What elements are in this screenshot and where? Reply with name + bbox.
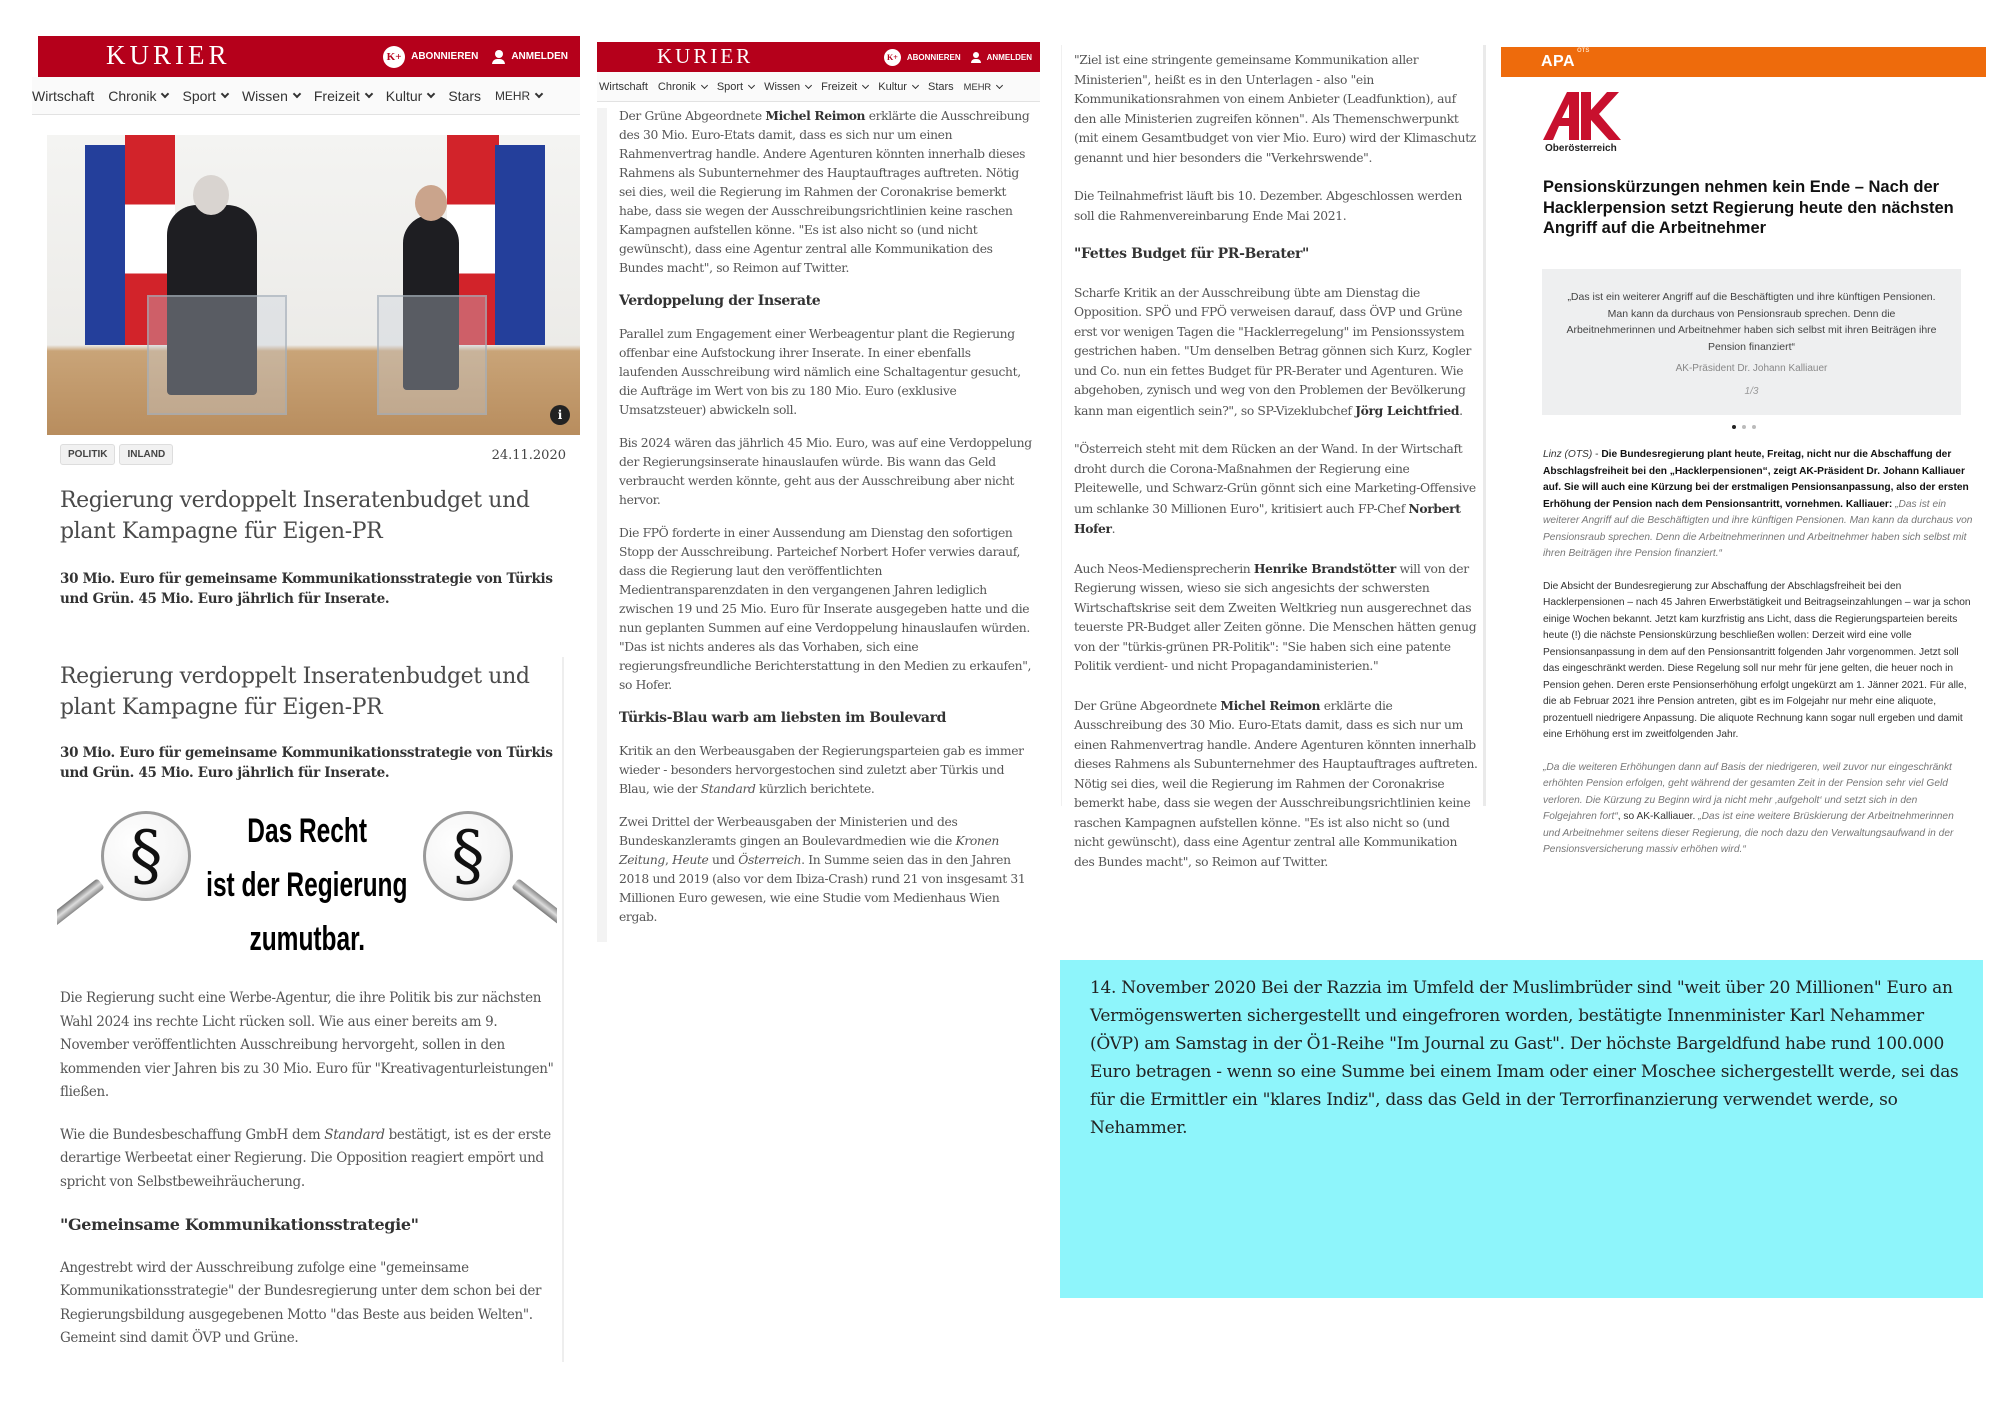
press-release-body	[1543, 447, 1973, 875]
eu-flag	[495, 145, 545, 345]
kurier-article-card	[32, 36, 580, 626]
article-excerpt	[1061, 45, 1486, 869]
nav-label: Wissen	[764, 80, 801, 93]
chevron-down-icon	[365, 89, 373, 97]
nav-item-sport[interactable]	[717, 81, 754, 93]
nav-label: Kultur	[385, 87, 423, 104]
apa-header	[1501, 47, 1986, 77]
nav-label: MEHR	[963, 81, 992, 92]
nav-item-freizeit[interactable]	[314, 88, 372, 104]
user-icon	[492, 50, 505, 64]
nav-item-mehr[interactable]	[495, 89, 542, 103]
nav-label: Wissen	[241, 87, 288, 104]
subscribe-label: ABONNIEREN	[411, 51, 479, 62]
dateline: Linz (OTS)	[1543, 449, 1593, 460]
ak-logo-icon	[1543, 92, 1621, 140]
paragraph: Die Teilnahmefrist läuft bis 10. Dezember. Abgeschlossen werden soll die Rahmenvereinbarung Ende Mai 2021.	[1074, 189, 1462, 223]
quote-text: „Das ist ein weiterer Angriff auf die Beschäftigten und ihre künftigen Pensionen. Man kann da durchaus von Pensionsraub sprechen. Denn die Arbeitnehmerinnen und Arbeitnehmer haben sich selbst mit ihren Beiträgen ihre Pension finanziert“	[1566, 291, 1937, 353]
slider-dot[interactable]	[1752, 425, 1756, 429]
person-name: Michel Reimon	[1220, 697, 1321, 713]
nav-label: Stars	[448, 87, 482, 104]
meme-image	[57, 805, 557, 965]
press-release-title: Pensionskürzungen nehmen kein Ende – Nach der Hacklerpension setzt Regierung heute den nächsten Angriff auf die Arbeitnehmer	[1543, 178, 1954, 237]
speaker-head	[415, 185, 447, 221]
nav-label: Sport	[716, 80, 744, 93]
section-heading: "Fettes Budget für PR-Berater"	[1074, 246, 1309, 262]
paragraph: Bis 2024 wären das jährlich 45 Mio. Euro, was auf eine Verdoppelung der Regierungsinserate hinauslaufen würde. Bis wann das Geld verbraucht werden könnte, geht aus der Ausschreibung aber nicht hervor.	[619, 436, 1032, 507]
chevron-down-icon	[701, 81, 708, 88]
publication-name: Österreich	[738, 853, 802, 867]
nav-item-wissen[interactable]	[242, 88, 300, 104]
nav-item-mehr[interactable]	[964, 82, 1003, 92]
nav-label: Stars	[927, 80, 954, 93]
publication-name: Standard	[324, 1126, 385, 1143]
magnifier-handle	[511, 878, 557, 949]
chevron-down-icon	[748, 81, 755, 88]
nav-label: Wirtschaft	[599, 80, 648, 93]
nav-item-sport[interactable]	[182, 88, 227, 104]
paragraph: "Ziel ist eine stringente gemeinsame Kommunikation aller Ministerien", heißt es in den Unterlagen - also "ein Kommunikationsrahmen von einem Anbieter (Leadfunktion), auf den alle Ministerien zugreifen können". Als Themenschwerpunkt (mit einem Gesamtbudget von vier Mio. Euro) wird der Klimaschutz genannt und hier besonders die "Verkehrswende".	[1074, 53, 1476, 165]
chevron-down-icon	[996, 81, 1003, 88]
paragraph: Die Regierung sucht eine Werbe-Agentur, die ihre Politik bis zur nächsten Wahl 2024 ins rechte Licht rücken soll. Wie aus einer bereits am 9. November veröffentlichten Ausschreibung hervorgeht, sollen in den kommenden vier Jahren bis zu 30 Mio. Euro für "Kreativagenturleistungen" fließen.	[60, 990, 554, 1100]
person-name: Michel Reimon	[765, 108, 866, 123]
chevron-down-icon	[221, 89, 229, 97]
category-tags	[60, 444, 173, 465]
nav-item-kultur[interactable]	[878, 81, 918, 93]
paragraph: Der Grüne Abgeordnete Michel Reimon erklärte die Ausschreibung des 30 Mio. Euro-Etats damit, dass es sich nur um einen Rahmenvertrag handle. Andere Agenturen könnten innerhalb dieses Rahmens als Subunternehmer des Hauptauftrages auftreten. Nötig sei dies, weil die Regierung im Rahmen der Coronakrise bemerkt habe, dass sie wegen der Ausschreibungsrichtlinien keine raschen Kampagnen aufstellen könne. "Es ist also nicht so (und nicht gewünscht), dass eine Agentur zentral alle Kommunikation des Bundes macht", so Reimon auf Twitter.	[619, 108, 1030, 275]
publication-name: Heute	[672, 853, 709, 867]
apa-logo[interactable]: APA	[1541, 53, 1576, 70]
nav-label: Kultur	[878, 80, 907, 93]
kplus-icon: K+	[884, 49, 901, 66]
article-body	[619, 106, 1033, 941]
article-title: Regierung verdoppelt Inseratenbudget und plant Kampagne für Eigen-PR	[60, 488, 530, 544]
nav-item-stars[interactable]	[928, 81, 954, 93]
article-lead: 30 Mio. Euro für gemeinsame Kommunikationsstrategie von Türkis und Grün. 45 Mio. Euro jährlich für Inserate.	[60, 745, 553, 781]
chevron-down-icon	[535, 89, 543, 97]
login-label: ANMELDEN	[511, 51, 568, 62]
magnifier-right	[423, 811, 513, 901]
paragraph: Der Grüne Abgeordnete Michel Reimon erklärte die Ausschreibung des 30 Mio. Euro-Etats damit, dass es sich nur um einen Rahmenvertrag handle. Andere Agenturen könnten innerhalb dieses Rahmens als Subunternehmer des Hauptauftrages auftreten. Nötig sei dies, weil die Regierung im Rahmen der Coronakrise bemerkt habe, dass sie wegen der Ausschreibungsrichtlinien keine raschen Kampagnen aufstellen könne. "Es ist also nicht so (und nicht gewünscht), dass eine Agentur zentral alle Kommunikation des Bundes macht", so Reimon auf Twitter.	[1074, 697, 1478, 869]
kurier-article-continued	[597, 42, 1040, 942]
meme-caption	[205, 809, 409, 961]
kplus-icon: K+	[383, 46, 405, 68]
section-heading: Verdoppelung der Inserate	[619, 293, 821, 309]
main-nav	[597, 72, 1040, 102]
user-icon	[971, 52, 981, 63]
subscribe-label: ABONNIEREN	[906, 52, 961, 62]
nav-item-wissen[interactable]	[764, 81, 811, 93]
paragraph: Auch Neos-Mediensprecherin Henrike Brandstötter will von der Regierung wissen, wieso sie sich angesichts der schwersten Wirtschaftskrise seit dem Zweiten Weltkrieg nun ausgerechnet das teuerste PR-Budget aller Zeiten gönne. Die Menschen hätten genug von der "türkis-grünen PR-Politik": "Sie haben sich eine patente Politik verdient- und nicht Propagandaministerien."	[1074, 560, 1477, 673]
paragraph: "Österreich steht mit dem Rücken an der Wand. In der Wirtschaft droht durch die Corona-Maßnahmen der Regierung eine Pleitewelle, und Schwarz-Grün gönnt sich eine Marketing-Offensive um schlanke 30 Millionen Euro", kritisiert auch FP-Chef Norbert Hofer.	[1074, 442, 1476, 536]
paragraph: Die Absicht der Bundesregierung zur Abschaffung der Abschlagsfreiheit bei den Hacklerpensionen – nach 45 Jahren Erwerbstätigkeit und Beitragseinzahlungen – war ja schon einige Wochen bekannt. Jetzt kam kurzfristig ans Licht, dass die Regierungsparteien bereits heute (!) die nächste Pensionskürzung beschließen wollen: Derzeit wird eine volle Pensionsanpassung in dem auf den Pensionsantritt folgenden Jahr vorgenommen. Jetzt soll das eingeschränkt werden. Diese Regelung soll nur mehr für jene gelten, die heuer noch in Pension gehen. Deren erste Pensionserhöhung erfolgt ungekürzt am 1. Jänner 2021. Für alle, die ab Februar 2021 ihre Pension antreten, gibt es im Folgejahr nur mehr eine aliquote, prozentuell niedrigere Anpassung. Die aliquote Rechnung kann sogar null ergeben und damit eine Erhöhung erst im zweitfolgenden Jahr.	[1543, 580, 1971, 740]
tag-politik[interactable]: POLITIK	[60, 444, 115, 465]
apa-ots-label: OTS	[1577, 48, 1590, 54]
nav-item-freizeit[interactable]	[821, 81, 868, 93]
paragraph: Wie die Bundesbeschaffung GmbH dem Standard bestätigt, ist es der erste derartige Werbeetat einer Regierung. Die Opposition reagiert empört und spricht von Selbstbeweihräucherung.	[60, 1126, 551, 1190]
nav-label: Chronik	[657, 80, 696, 93]
login-button[interactable]	[971, 52, 1032, 63]
nav-item-wirtschaft[interactable]	[32, 88, 94, 104]
speaker-head	[193, 175, 229, 215]
nav-label: Freizeit	[821, 80, 858, 93]
publication-name: Kronen Zeitung	[619, 834, 1000, 867]
slider-dot[interactable]	[1732, 425, 1736, 429]
kurier-header	[597, 42, 1040, 72]
magnifier-left	[101, 811, 191, 901]
tag-inland[interactable]: INLAND	[119, 444, 173, 465]
article-lead: 30 Mio. Euro für gemeinsame Kommunikationsstrategie von Türkis und Grün. 45 Mio. Euro jährlich für Inserate.	[60, 571, 553, 607]
nav-item-stars[interactable]	[448, 88, 481, 104]
quote-slider[interactable]	[1542, 269, 1961, 415]
person-name: Henrike Brandstötter	[1253, 560, 1396, 576]
chevron-down-icon	[912, 81, 919, 88]
apa-ots-press-release	[1501, 47, 1986, 907]
info-icon[interactable]: i	[550, 405, 570, 425]
slider-dot[interactable]	[1742, 425, 1746, 429]
article-title: Regierung verdoppelt Inseratenbudget und plant Kampagne für Eigen-PR	[60, 664, 530, 720]
login-label: ANMELDEN	[986, 52, 1032, 62]
slider-dots	[1501, 425, 1986, 429]
chevron-down-icon	[862, 81, 869, 88]
kurier-header	[38, 36, 580, 77]
chevron-down-icon	[161, 89, 169, 97]
kurier-logo[interactable]: KURIER	[657, 44, 754, 68]
person-name: Norbert Hofer	[1074, 500, 1461, 536]
nav-item-chronik[interactable]	[108, 88, 168, 104]
section-heading: Türkis-Blau warb am liebsten im Boulevard	[619, 710, 947, 726]
paragraph: Die FPÖ forderte in einer Aussendung am Dienstag den sofortigen Stopp der Ausschreibung. Parteichef Norbert Hofer verwies darauf, dass die Regierung laut den veröffentlichten Medientransparenzdaten in den vergangenen Jahren lediglich zwischen 19 und 25 Mio. Euro für Inserate ausgegeben hatte und die nun geplanten Summen auf eine Verdoppelung hinauslaufen würden. "Das ist nichts anderes als das Vorhaben, sich eine regierungsfreundliche Berichterstattung in den Medien zu erkaufen", so Hofer.	[619, 526, 1032, 692]
lectern	[377, 295, 487, 415]
magnifier-handle	[57, 878, 105, 949]
chevron-down-icon	[427, 89, 435, 97]
left-gutter	[597, 108, 607, 942]
publication-name: Standard	[700, 782, 756, 796]
paragraph: Zwei Drittel der Werbeausgaben der Ministerien und des Bundeskanzleramts gingen an Boulevardmedien wie die Kronen Zeitung, Heute und Österreich. In Summe seien das in den Jahren 2018 und 2019 (also vor dem Ibiza-Crash) rund 21 von insgesamt 31 Millionen Euro gewesen, wie eine Studie vom Medienhaus Wien ergab.	[619, 815, 1026, 924]
kurier-logo[interactable]: KURIER	[106, 40, 231, 70]
paragraph: Angestrebt wird der Ausschreibung zufolge eine "gemeinsame Kommunikationsstrategie" der Bundesregierung unter dem schon bei der Regierungsbildung ausgegebenen Motto "das Beste aus beiden Welten". Gemeint sind damit ÖVP und Grüne.	[60, 1259, 542, 1346]
highlight-text: 14. November 2020 Bei der Razzia im Umfeld der Muslimbrüder sind "weit über 20 Millionen" Euro an Vermögenswerten sichergestellt und eingefroren worden, bestätigte Innenminister Karl Nehammer (ÖVP) am Samstag in der Ö1-Reihe "Im Journal zu Gast". Der höchste Bargeldfund habe rund 100.000 Euro betragen - wenn so eine Summe bei einem Imam oder einer Moschee sichergestellt werde, sei das für die Ermittler ein "klares Indiz", dass das Geld in der Terrorfinanzierung verwendet werde, so Nehammer.	[1090, 978, 1959, 1138]
paragraph-icon: §	[451, 817, 485, 894]
nav-label: Freizeit	[313, 87, 360, 104]
chevron-down-icon	[293, 89, 301, 97]
nav-item-chronik[interactable]	[658, 81, 707, 93]
meme-line-2: ist der Regierung	[206, 866, 408, 904]
article-date: 24.11.2020	[491, 448, 566, 463]
slide-counter: 1/3	[1744, 386, 1759, 397]
subscribe-button[interactable]	[383, 46, 478, 68]
nav-label: MEHR	[495, 88, 531, 103]
main-nav	[32, 77, 580, 115]
lectern	[147, 295, 287, 415]
paragraph: Kritik an den Werbeausgaben der Regierungsparteien gab es immer wieder - besonders hervorgestochen sind zuletzt aber Türkis und Blau, wie der Standard kürzlich berichtete.	[619, 744, 1024, 796]
quote-author: AK-Präsident Dr. Johann Kalliauer	[1675, 363, 1828, 374]
nav-label: Chronik	[108, 87, 157, 104]
nav-label: Wirtschaft	[32, 87, 95, 104]
article-body-card	[38, 657, 564, 1362]
article-body	[60, 987, 560, 1370]
highlight-note	[1060, 960, 1983, 1298]
subscribe-button[interactable]	[884, 49, 961, 66]
article-photo[interactable]	[47, 135, 580, 435]
meme-line-3: zumutbar.	[249, 920, 365, 958]
paragraph: Scharfe Kritik an der Ausschreibung übte am Dienstag die Opposition. SPÖ und FPÖ verweisen darauf, dass ÖVP und Grüne erst vor wenigen Tagen die "Hacklerregelung" im Pensionssystem gestrichen haben. "Um denselben Betrag gönnen sich Kurz, Kogler und Co. nun ein fettes Budget für PR-Berater und Agenturen. Wie abgehoben, zynisch und weg von den Problemen der Bevölkerung kann man eigentlich sein?", so SP-Vizeklubchef Jörg Leichtfried.	[1074, 285, 1472, 418]
ak-region: Oberösterreich	[1545, 143, 1617, 154]
paragraph: „Da die weiteren Erhöhungen dann auf Basis der niedrigeren, weil zuvor nur eingeschränkt erhöhten Pension erfolgen, geht während der gesamten Zeit in der Pension sehr viel Geld verloren. Die Kürzung zu Beginn wird ja nicht mehr ‚aufgeholt‘ und setzt sich in den Folgejahren fort“, so AK-Kalliauer. „Das ist eine weitere Brüskierung der Arbeitnehmerinnen und Arbeitnehmer seitens dieser Regierung, die noch dazu den Verwaltungsaufwand in der Pensionsversicherung massiv erhöhen wird.“	[1543, 761, 1954, 855]
chevron-down-icon	[805, 81, 812, 88]
person-name: Jörg Leichtfried	[1355, 402, 1460, 418]
meme-line-1: Das Recht	[247, 812, 367, 850]
nav-label: Sport	[182, 87, 216, 104]
article-body	[1074, 51, 1479, 891]
paragraph: Linz (OTS) - Die Bundesregierung plant heute, Freitag, nicht nur die Abschaffung der Abschlagsfreiheit bei den „Hacklerpensionen“, zeigt AK-Präsident Dr. Johann Kalliauer auf. Sie will auch eine Kürzung bei der erstmaligen Pensionsanpassung, also der ersten Erhöhung der Pension nach dem Pensionsantritt, vornehmen. Kalliauer: „Das ist ein weiterer Angriff auf die Beschäftigten und ihre künftigen Pensionen. Man kann da durchaus von Pensionsraub sprechen. Denn die Arbeitnehmerinnen und Arbeitnehmer haben sich selbst mit ihren Beiträgen ihre Pension finanziert.“	[1543, 449, 1973, 559]
paragraph-icon: §	[129, 817, 163, 894]
section-heading: "Gemeinsame Kommunikationsstrategie"	[60, 1215, 419, 1234]
login-button[interactable]	[492, 50, 568, 64]
nav-item-kultur[interactable]	[386, 88, 435, 104]
nav-item-wirtschaft[interactable]	[599, 81, 648, 93]
paragraph: Parallel zum Engagement einer Werbeagentur plant die Regierung offenbar eine Aufstockung ihrer Inserate. In einer ebenfalls laufenden Ausschreibung wird nämlich eine Schaltagentur gesucht, die Aufträge im Wert von bis zu 180 Mio. Euro (exklusive Umsatzsteuer) abwickeln soll.	[619, 327, 1021, 417]
